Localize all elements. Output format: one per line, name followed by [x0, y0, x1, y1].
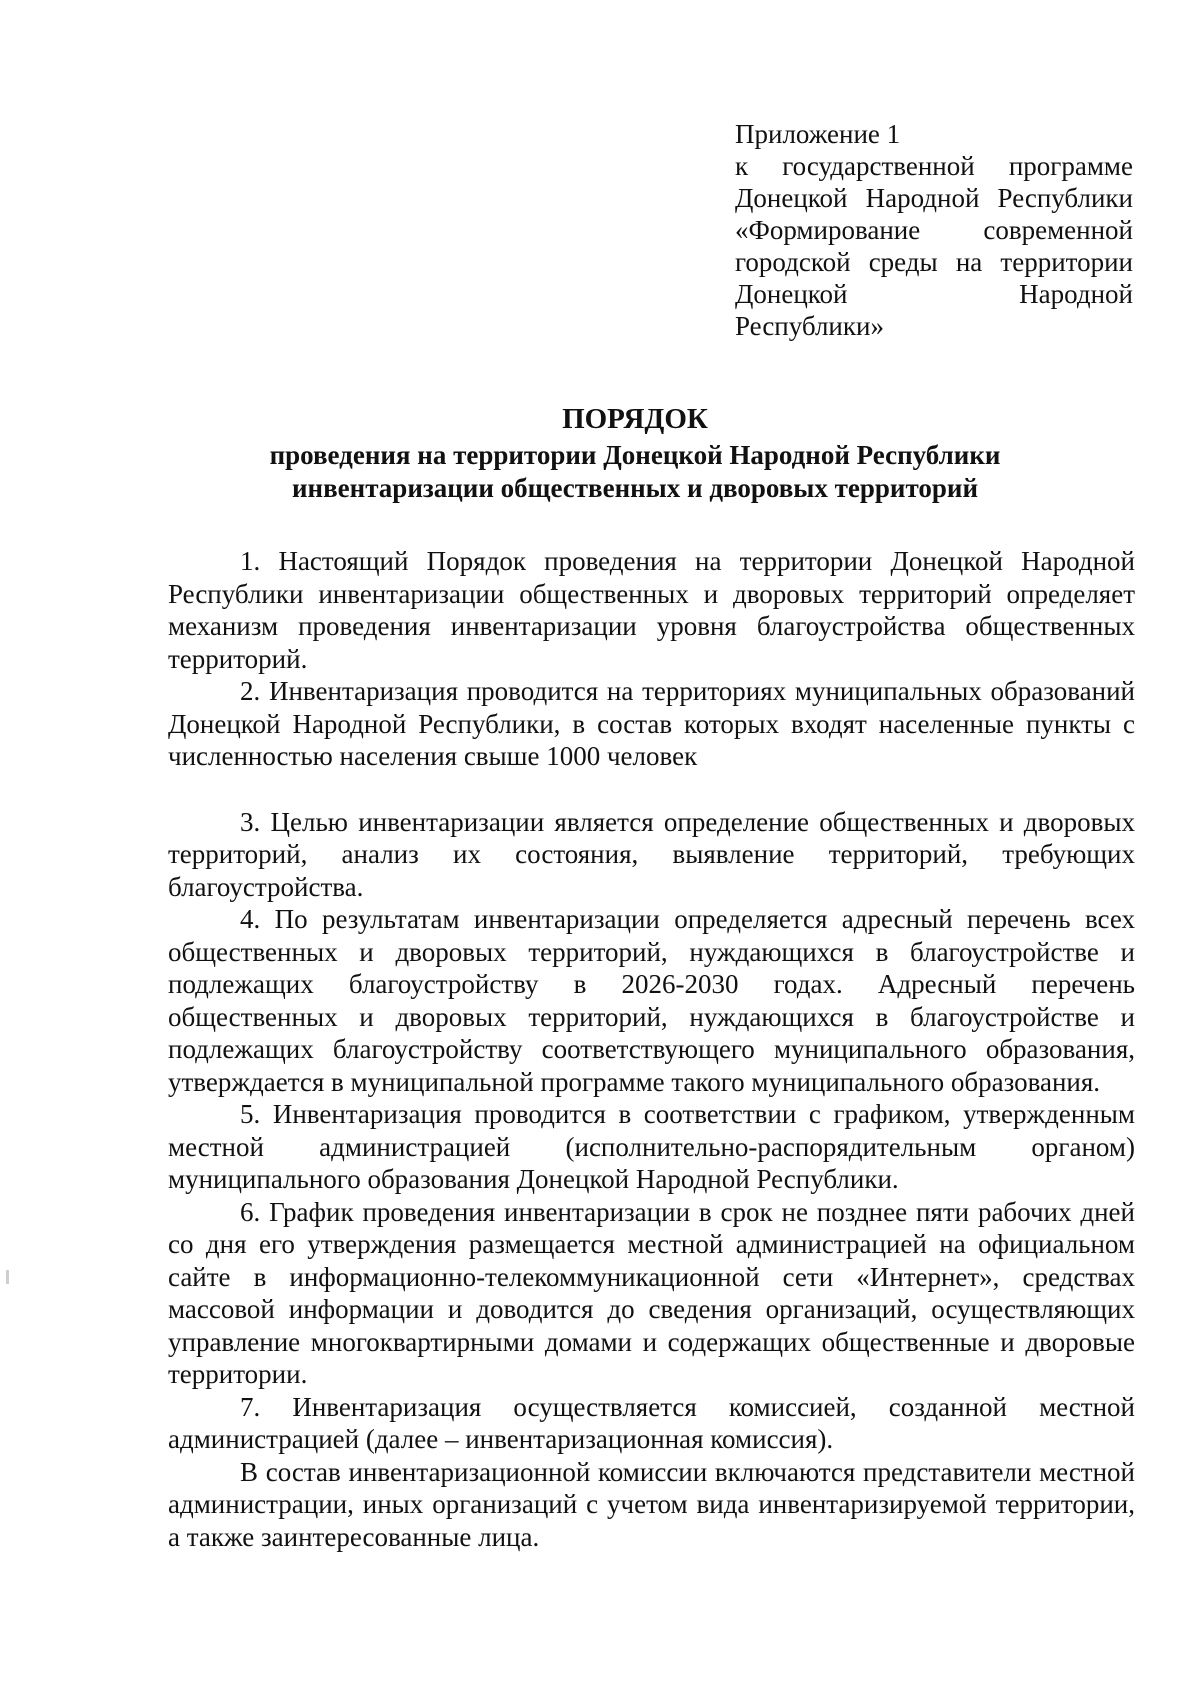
annex-line: к государственной программе	[735, 151, 1133, 181]
paragraph-3: 3. Целью инвентаризации является определение общественных и дворовых территорий, анализ их состояния, выявление территорий, требующих благоустройства.	[168, 806, 1135, 902]
paragraph-7: 7. Инвентаризация осуществляется комиссией, созданной местной администрацией (далее – инвентаризационная комиссия).	[168, 1391, 1135, 1454]
annex-line: городской среды на территории	[735, 247, 1133, 277]
document-subtitle	[160, 439, 1110, 505]
paragraph-6: 6. График проведения инвентаризации в срок не позднее пяти рабочих дней со дня его утверждения размещается местной администрацией на официальном сайте в информационно-телекоммуникационной сети «Интернет», средствах массовой информации и доводится до сведения организаций, осуществляющих управление многоквартирными домами и содержащих общественные и дворовые территории.	[168, 1196, 1135, 1389]
paragraph-commission-composition: В состав инвентаризационной комиссии включаются представители местной администрации, иных организаций с учетом вида инвентаризируемой территории, а также заинтересованные лица.	[168, 1456, 1135, 1552]
annex-line: Донецкой Народной	[735, 279, 1133, 309]
scan-artifact	[6, 1270, 9, 1284]
document-body	[168, 545, 1135, 1553]
annex-block	[735, 118, 1133, 342]
annex-line: Республики»	[735, 311, 884, 341]
annex-line: Донецкой Народной Республики	[735, 183, 1133, 213]
document-subtitle-line: проведения на территории Донецкой Народной Республики	[269, 440, 1001, 470]
paragraph-4: 4. По результатам инвентаризации определяется адресный перечень всех общественных и дворовых территорий, нуждающихся в благоустройстве и подлежащих благоустройству в 2026-2030 годах. Адресный перечень общественных и дворовых территорий, нуждающихся в благоустройстве и подлежащих благоустройству соответствующего муниципального образования, утверждается в муниципальной программе такого муниципального образования.	[168, 904, 1135, 1097]
paragraph-2: 2. Инвентаризация проводится на территориях муниципальных образований Донецкой Народной Республики, в состав которых входят населенные пункты с численностью населения свыше 1000 человек	[168, 676, 1135, 771]
annex-line: «Формирование современной	[735, 215, 1133, 245]
paragraph-1: 1. Настоящий Порядок проведения на территории Донецкой Народной Республики инвентаризации общественных и дворовых территорий определяет механизм проведения инвентаризации уровня благоустройства общественных территорий.	[168, 546, 1135, 674]
annex-line: Приложение 1	[735, 119, 901, 149]
document-subtitle-line: инвентаризации общественных и дворовых территорий	[291, 473, 979, 503]
paragraph-5: 5. Инвентаризация проводится в соответствии с графиком, утвержденным местной администрацией (исполнительно-распорядительным органом) муниципального образования Донецкой Народной Республики.	[168, 1099, 1135, 1194]
document-title: ПОРЯДОК	[562, 403, 708, 435]
